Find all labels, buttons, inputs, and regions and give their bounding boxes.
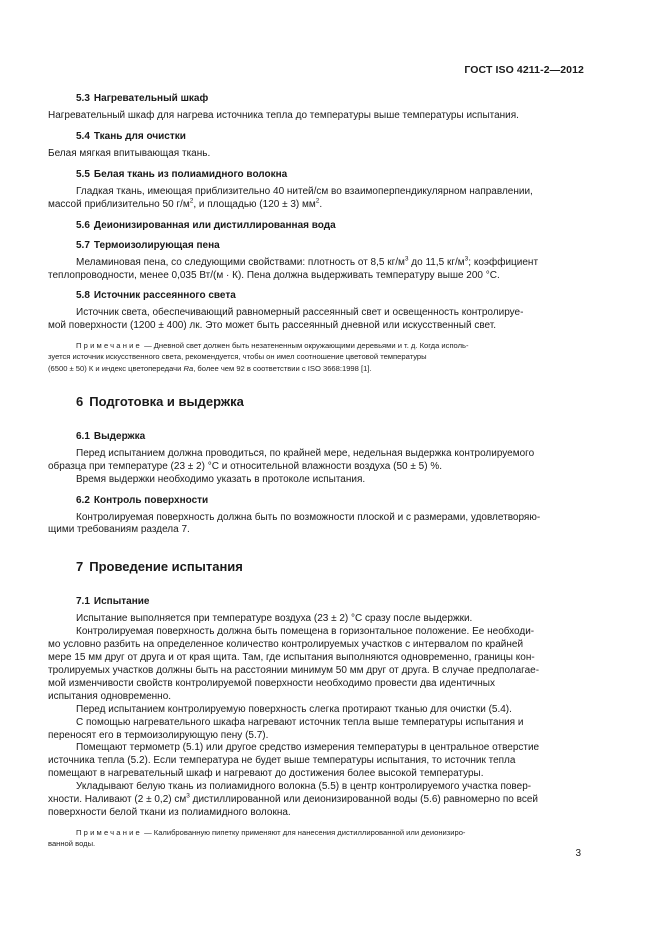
section-text-6-1-line2: образца при температуре (23 ± 2) °С и относительной влажности воздуха (50 ± 5) %. — [48, 460, 442, 472]
section-heading-6-2: 6.2 Контроль поверхности — [76, 494, 209, 506]
note-5-8-line1: Примечание — Дневной свет должен быть незатененным окружающими деревьями и т. д. Когда исполь- — [76, 341, 469, 351]
section-text-5-5-line2: массой приблизительно 50 $г/м^2$, и площадью (120 ± 3) $мм^2$. — [48, 197, 323, 210]
section-text-7-1-p4-line1: С помощью нагревательного шкафа нагревают источник тепла выше температуры испытания и — [76, 716, 524, 728]
section-heading-7: 7 Проведение испытания — [76, 559, 243, 575]
section-text-6-2-line2: щими требованиям раздела 7. — [48, 524, 190, 536]
page-content — [48, 92, 584, 849]
section-text-7-1-p6-line3: поверхности белой ткани из полиамидного волокна. — [48, 806, 291, 818]
section-text-7-1-p4-line2: переносят его в термоизолирующую пену (5.7). — [48, 729, 269, 741]
section-text-7-1-p5-line1: Помещают термометр (5.1) или другое средство измерения температуры в центральное отверстие — [76, 742, 540, 754]
section-text-7-1-p5-line2: источника тепла (5.2). Если температура не будет выше температуры испытания, то источник тепла — [48, 755, 516, 767]
note-5-8-line3: (6500 ± 50) К и индекс цветопередачи Ra, более чем 92 в соответствии с ISO 3668:1998 [1]. — [48, 363, 372, 373]
section-text-5-8-line1: Источник света, обеспечивающий равномерный рассеянный свет и освещенность контролируе- — [76, 307, 524, 319]
section-heading-5-4: 5.4 Ткань для очистки — [76, 130, 186, 142]
section-text-7-1-p1: Испытание выполняется при температуре воздуха (23 ± 2) °С сразу после выдержки. — [76, 613, 473, 625]
note-7-1-line2: ванной воды. — [48, 839, 96, 849]
section-heading-7-1: 7.1 Испытание — [76, 596, 150, 608]
section-text-5-3: Нагревательный шкаф для нагрева источника тепла до температуры выше температуры испытания. — [48, 110, 519, 121]
section-text-5-7-line2: теплопроводности, менее 0,035 Вт/(м · К). Пена должна выдерживать температуру выше 200 °С. — [48, 269, 500, 281]
section-text-6-2-line1: Контролируемая поверхность должна быть по возможности плоской и с размерами, удовлетворяю- — [76, 511, 541, 523]
section-text-5-5-line1: Гладкая ткань, имеющая приблизительно 40 нитей/см во взаимоперпендикулярном направлении, — [76, 185, 533, 197]
section-text-7-1-p2-line5: мой изменчивости свойств контролируемой поверхности необходимо провести два идентичных — [48, 677, 495, 689]
section-text-6-1-line1: Перед испытанием должна проводиться, по крайней мере, недельная выдержка контролируемого — [76, 447, 535, 459]
section-heading-5-3: 5.3 Нагревательный шкаф — [76, 93, 209, 104]
section-text-7-1-p3: Перед испытанием контролируемую поверхность слегка протирают тканью для очистки (5.4). — [76, 703, 512, 715]
section-text-7-1-p2-line2: мо условно разбить на определенное количество контролируемых участков с интервалом по крайней — [48, 639, 524, 651]
section-text-7-1-p2-line4: тролируемых участков должны быть на расстоянии минимум 50 мм друг от друга. В случае предполагае- — [48, 665, 540, 677]
section-text-7-1-p6-line1: Укладывают белую ткань из полиамидного волокна (5.5) в центр контролируемого участка повер- — [76, 781, 532, 793]
section-text-7-1-p2-line6: испытания одновременно. — [48, 690, 172, 702]
section-heading-5-5: 5.5 Белая ткань из полиамидного волокна — [76, 168, 288, 180]
document-id-header: ГОСТ ISO 4211-2—2012 — [464, 64, 584, 76]
section-heading-5-6: 5.6 Деионизированная или дистиллированная вода — [76, 219, 336, 231]
section-text-5-4: Белая мягкая впитывающая ткань. — [48, 147, 211, 159]
page-number: 3 — [575, 848, 581, 859]
section-heading-5-7: 5.7 Термоизолирующая пена — [76, 239, 220, 251]
section-text-7-1-p6-line2: хности. Наливают (2 ± 0,2) $см^3$ дистиллированной или деионизированной воды (5.6) равномерно по всей — [48, 792, 538, 806]
section-text-7-1-p2-line1: Контролируемая поверхность должна быть помещена в горизонтальное положение. Ее необходи- — [76, 626, 535, 638]
section-text-7-1-p2-line3: мере 15 мм друг от друга и от края щита. Там, где испытания выполняются одновременно, границы кон- — [48, 652, 535, 664]
section-heading-5-8: 5.8 Источник рассеянного света — [76, 290, 236, 302]
section-text-6-1-line3: Время выдержки необходимо указать в протоколе испытания. — [76, 473, 366, 485]
section-text-5-7-line1: Меламиновая пена, со следующими свойствами: плотность от 8,5 $кг/м^3$ до 11,5 $кг/м^3$; коэффициент — [76, 255, 539, 268]
note-5-8-line2: зуется источник искусственного света, рекомендуется, чтобы он имел соотношение цветовой температуры — [48, 352, 427, 362]
note-7-1-line1: Примечание — Калиброванную пипетку применяют для нанесения дистиллированной или деионизиро- — [76, 827, 466, 837]
section-heading-6: 6 Подготовка и выдержка — [76, 393, 244, 409]
section-heading-6-1: 6.1 Выдержка — [76, 430, 146, 442]
section-text-5-8-line2: мой поверхности (1200 ± 400) лк. Это может быть рассеянный дневной или искусственный свет. — [48, 320, 497, 332]
section-text-7-1-p5-line3: помещают в нагревательный шкаф и нагревают до достижения более высокой температуры. — [48, 768, 484, 780]
